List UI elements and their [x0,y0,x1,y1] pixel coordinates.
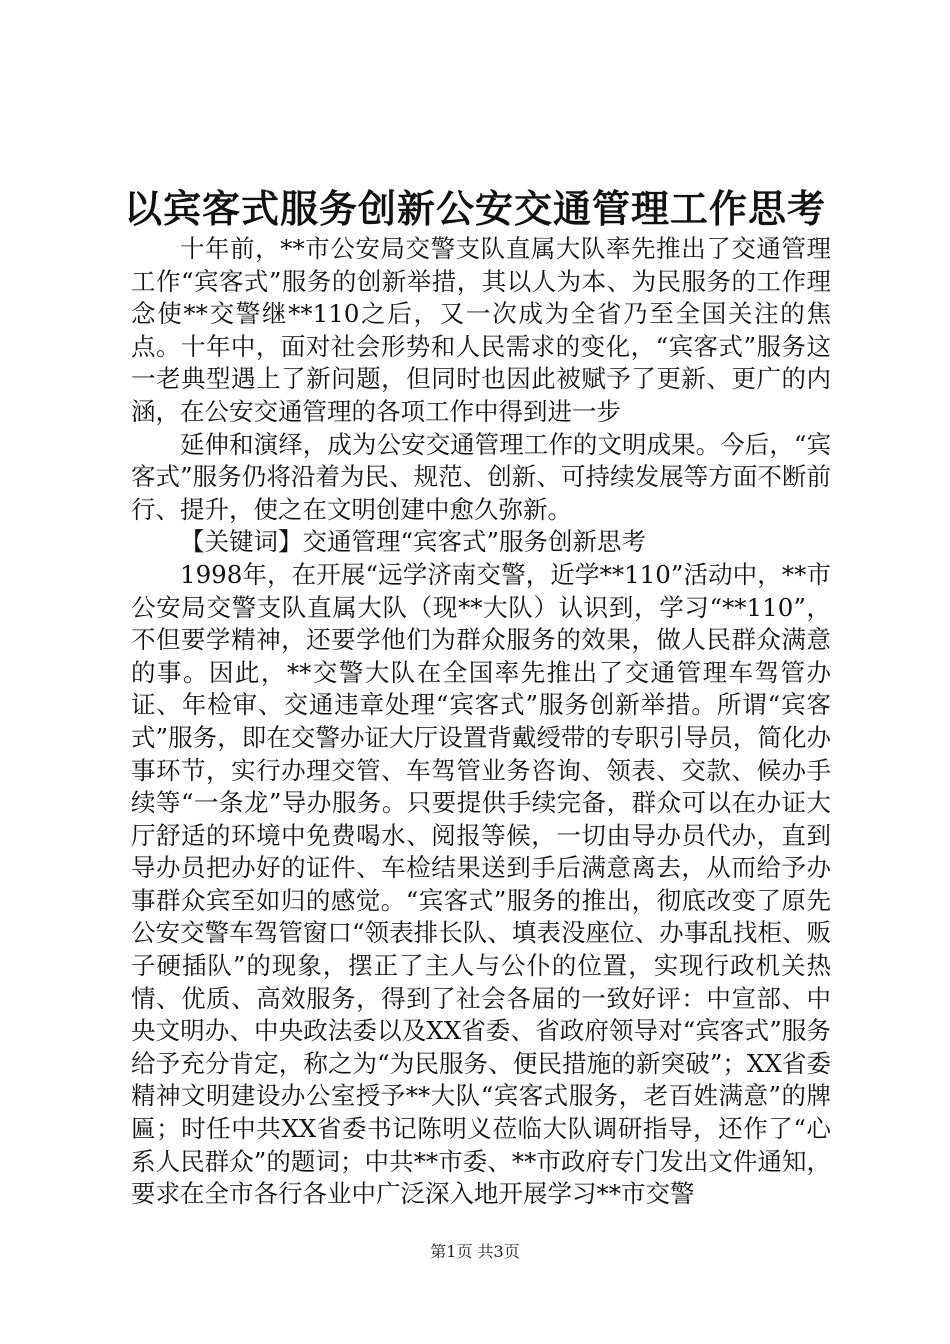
document-body [131,233,831,1211]
paragraph-keywords: 【关键词】交通管理“宾客式”服务创新思考 [180,527,647,557]
paragraph-intro: 十年前，**市公安局交警支队直属大队率先推出了交通管理工作“宾客式”服务的创新举措，其以人为本、为民服务的工作理念使**交警继**110之后，又一次成为全省乃至全国关注的焦点。十年中，面对社会形势和人民需求的变化，“宾客式”服务这一老典型遇上了新问题，但同时也因此被赋予了更新、更广的内涵，在公安交通管理的各项工作中得到进一步 [131,234,831,426]
paragraph-1998: 1998年，在开展“远学济南交警，近学**110”活动中，**市公安局交警支队直属大队（现**大队）认识到，学习“**110”，不但要学精神，还要学他们为群众服务的效果，做人民群众满意的事。因此，**交警大队在全国率先推出了交通管理车驾管办证、年检审、交通违章处理“宾客式”服务创新举措。所谓“宾客式”服务，即在交警办证大厅设置背戴绶带的专职引导员，简化办事环节，实行办理交管、车驾管业务咨询、领表、交款、候办手续等“一条龙”导办服务。只要提供手续完备，群众可以在办证大厅舒适的环境中免费喝水、阅报等候，一切由导办员代办，直到导办员把办好的证件、车检结果送到手后满意离去，从而给予办事群众宾至如归的感觉。“宾客式”服务的推出，彻底改变了原先公安交警车驾管窗口“领表排长队、填表没座位、办事乱找柜、贩子硬插队”的现象，摆正了主人与公仆的位置，实现行政机关热情、优质、高效服务，得到了社会各届的一致好评：中宣部、中央文明办、中央政法委以及XX省委、省政府领导对“宾客式”服务给予充分肯定，称之为“为民服务、便民措施的新突破”；XX省委精神文明建设办公室授予**大队“宾客式服务，老百姓满意”的牌匾；时任中共XX省委书记陈明义莅临大队调研指导，还作了“心系人民群众”的题词；中共**市委、**市政府专门发出文件通知，要求在全市各行各业中广泛深入地开展学习**市交警 [131,559,831,1209]
page-number: 第1页 [430,1242,473,1261]
paragraph-continuation: 延伸和演绎，成为公安交通管理工作的文明成果。今后，“宾客式”服务仍将沿着为民、规范、创新、可持续发展等方面不断前行、提升，使之在文明创建中愈久弥新。 [131,429,831,524]
document-title: 以宾客式服务创新公安交通管理工作思考 [123,186,826,231]
page-footer [0,1241,950,1263]
page-total: 共3页 [477,1242,520,1261]
